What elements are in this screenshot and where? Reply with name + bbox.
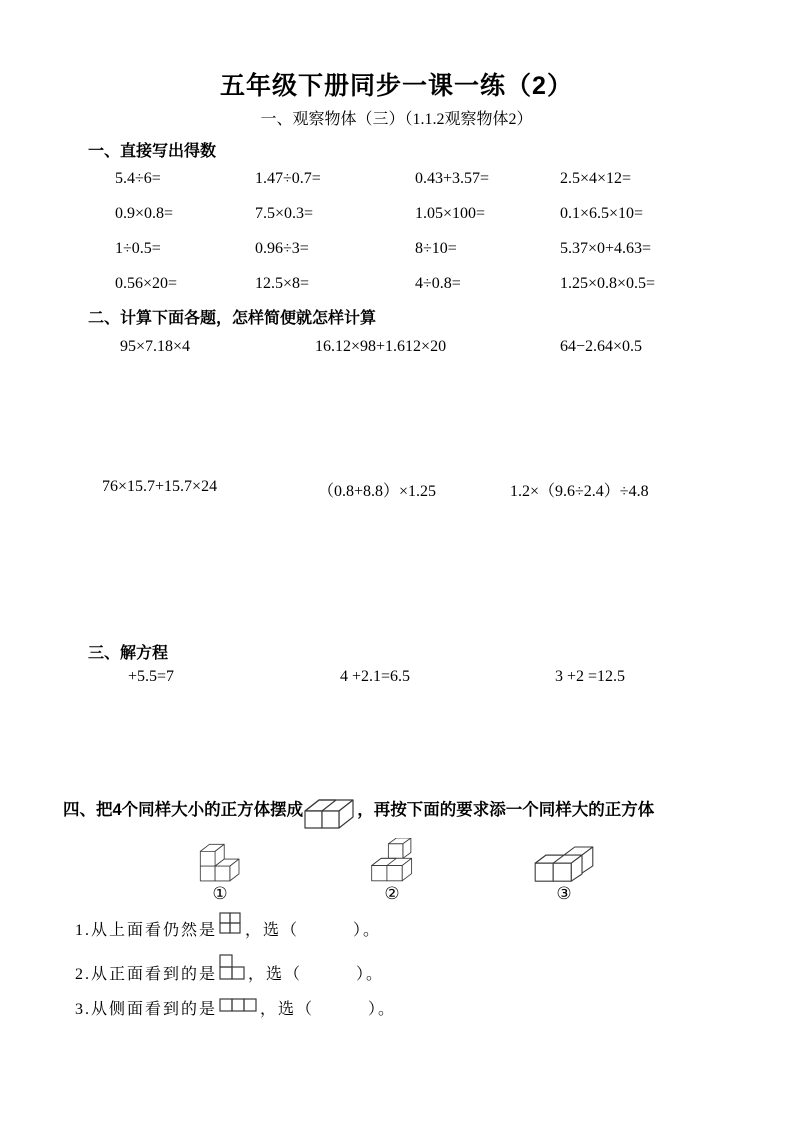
base-cuboid-figure — [303, 785, 357, 831]
option-2 — [352, 838, 432, 904]
problem: 1.2×（9.6÷2.4）÷4.8 — [510, 483, 649, 500]
section4-heading — [63, 785, 654, 831]
problem: （0.8+8.8）×1.25 — [318, 483, 437, 500]
equation: +5.5=7 — [128, 668, 175, 685]
side-view-1x3-row-figure — [219, 998, 258, 1013]
option-1 — [180, 838, 260, 904]
problem: 0.96÷3= — [255, 240, 309, 257]
problem: 5.4÷6= — [115, 170, 161, 187]
problem: 2.5×4×12= — [560, 170, 632, 187]
problem: 1.05×100= — [415, 205, 486, 222]
problem: 0.56×20= — [115, 275, 178, 292]
problem: 0.43+3.57= — [415, 170, 490, 187]
problem: 4÷0.8= — [415, 275, 461, 292]
problem: 16.12×98+1.612×20 — [315, 338, 447, 355]
question-1 — [75, 912, 381, 944]
section2-row1 — [120, 338, 763, 356]
problem: 12.5×8= — [255, 275, 310, 292]
page-title: 五年级下册同步一课一练（2） — [220, 72, 573, 100]
section4-heading-before: 四、把4个同样大小的正方体摆成 — [63, 801, 304, 819]
option-1-label: ① — [212, 884, 228, 903]
option-2-label: ② — [384, 884, 400, 903]
problem: 0.9×0.8= — [115, 205, 174, 222]
problem: 0.1×6.5×10= — [560, 205, 644, 222]
top-view-2x2-grid-figure — [219, 912, 243, 936]
question-2 — [75, 954, 384, 991]
front-view-l-shape-figure — [219, 954, 246, 981]
section1-problem-grid — [115, 168, 753, 295]
section1-heading: 一、直接写出得数 — [88, 143, 217, 160]
problem: 5.37×0+4.63= — [560, 240, 652, 257]
problem: 8÷10= — [415, 240, 457, 257]
problem: 1÷0.5= — [115, 240, 161, 257]
problem: 1.25×0.8×0.5= — [560, 275, 656, 292]
question-1-suffix: ，选（ ）。 — [245, 921, 382, 939]
option-1-cubes-figure — [190, 838, 250, 883]
problem: 95×7.18×4 — [120, 338, 191, 355]
problem: 64−2.64×0.5 — [560, 338, 643, 355]
question-1-prefix: 1.从上面看仍然是 — [75, 921, 218, 939]
problem: 7.5×0.3= — [255, 205, 314, 222]
question-3-suffix: ，选（ ）。 — [260, 1001, 397, 1018]
section2-heading: 二、计算下面各题，怎样简便就怎样计算 — [88, 310, 377, 327]
section2-row2 — [102, 478, 763, 501]
page-subtitle: 一、观察物体（三）（1.1.2观察物体2） — [260, 111, 533, 128]
section3-equations — [128, 668, 763, 686]
option-3 — [524, 838, 604, 904]
section3-heading: 三、解方程 — [88, 645, 169, 662]
question-3-prefix: 3.从侧面看到的是 — [75, 1001, 218, 1018]
equation: 3 +2 =12.5 — [555, 668, 626, 685]
problem: 76×15.7+15.7×24 — [102, 478, 218, 495]
section4-heading-after: ，再按下面的要求添一个同样大的正方体 — [357, 801, 655, 819]
question-3 — [75, 996, 396, 1019]
question-2-prefix: 2.从正面看到的是 — [75, 966, 218, 983]
option-3-cubes-figure — [530, 838, 598, 883]
equation: 4 +2.1=6.5 — [340, 668, 411, 685]
question-2-suffix: ，选（ ）。 — [248, 966, 385, 983]
option-3-label: ③ — [556, 884, 572, 903]
option-2-cubes-figure — [362, 838, 422, 883]
problem: 1.47÷0.7= — [255, 170, 321, 187]
